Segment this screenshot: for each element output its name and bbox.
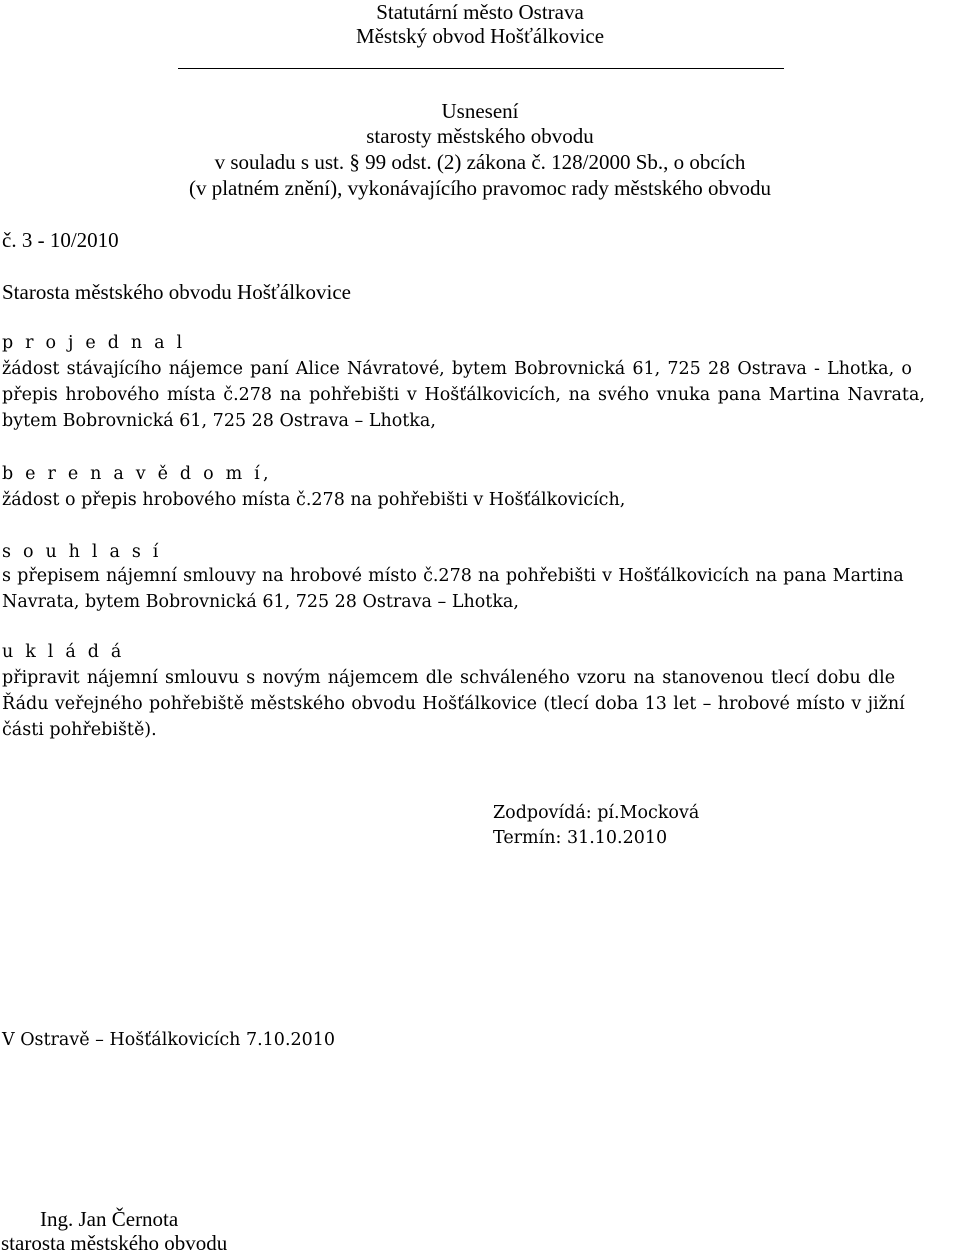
resolution-issuer: starosty městského obvodu [366, 124, 594, 148]
section-line: žádost o přepis hrobového místa č.278 na pohřebišti v Hošťálkovicích, [2, 490, 626, 510]
resolution-law-line-1: v souladu s ust. § 99 odst. (2) zákona č. 128/2000 Sb., o obcích [214, 150, 746, 174]
deadline: Termín: 31.10.2010 [493, 828, 668, 848]
header-district: Městský obvod Hošťálkovice [355, 24, 605, 48]
section-verb-souhlasi: s o u h l a s í [2, 542, 162, 562]
resolution-number: č. 3 - 10/2010 [2, 228, 119, 252]
section-line: bytem Bobrovnická 61, 725 28 Ostrava – Lhotka, [2, 411, 436, 431]
resolution-author: Starosta městského obvodu Hošťálkovice [2, 280, 352, 304]
section-verb-projednal: p r o j e d n a l [2, 333, 186, 353]
section-line: Navrata, bytem Bobrovnická 61, 725 28 Ostrava – Lhotka, [2, 592, 519, 612]
resolution-kind: Usnesení [441, 99, 519, 123]
section-line: části pohřebiště). [2, 720, 157, 740]
section-line: připravit nájemní smlouvu s novým nájemcem dle schváleného vzoru na stanovenou tlecí dobu dle [2, 668, 896, 688]
signatory-name: Ing. Jan Černota [40, 1207, 179, 1231]
section-line: přepis hrobového místa č.278 na pohřebišti v Hošťálkovicích, na svého vnuka pana Martina Navrata, [2, 385, 925, 405]
header-city: Statutární město Ostrava [376, 0, 584, 24]
responsible-person: Zodpovídá: pí.Mocková [493, 803, 700, 823]
resolution-law-line-2: (v platném znění), vykonávajícího pravomoc rady městského obvodu [188, 176, 771, 200]
section-line: s přepisem nájemní smlouvy na hrobové místo č.278 na pohřebišti v Hošťálkovicích na pana Martina [2, 566, 904, 586]
header-divider [178, 68, 784, 69]
section-verb-uklada: u k l á d á [2, 642, 125, 662]
section-verb-bere-na-vedomi: b e r e n a v ě d o m í, [2, 464, 272, 484]
section-line: Řádu veřejného pohřebiště městského obvodu Hošťálkovice (tlecí doba 13 let – hrobové místo v jižní [2, 694, 905, 714]
place-date: V Ostravě – Hošťálkovicích 7.10.2010 [2, 1030, 336, 1050]
section-line: žádost stávajícího nájemce paní Alice Návratové, bytem Bobrovnická 61, 725 28 Ostrava - Lhotka, o [2, 359, 912, 379]
signatory-role: starosta městského obvodu [1, 1231, 228, 1255]
